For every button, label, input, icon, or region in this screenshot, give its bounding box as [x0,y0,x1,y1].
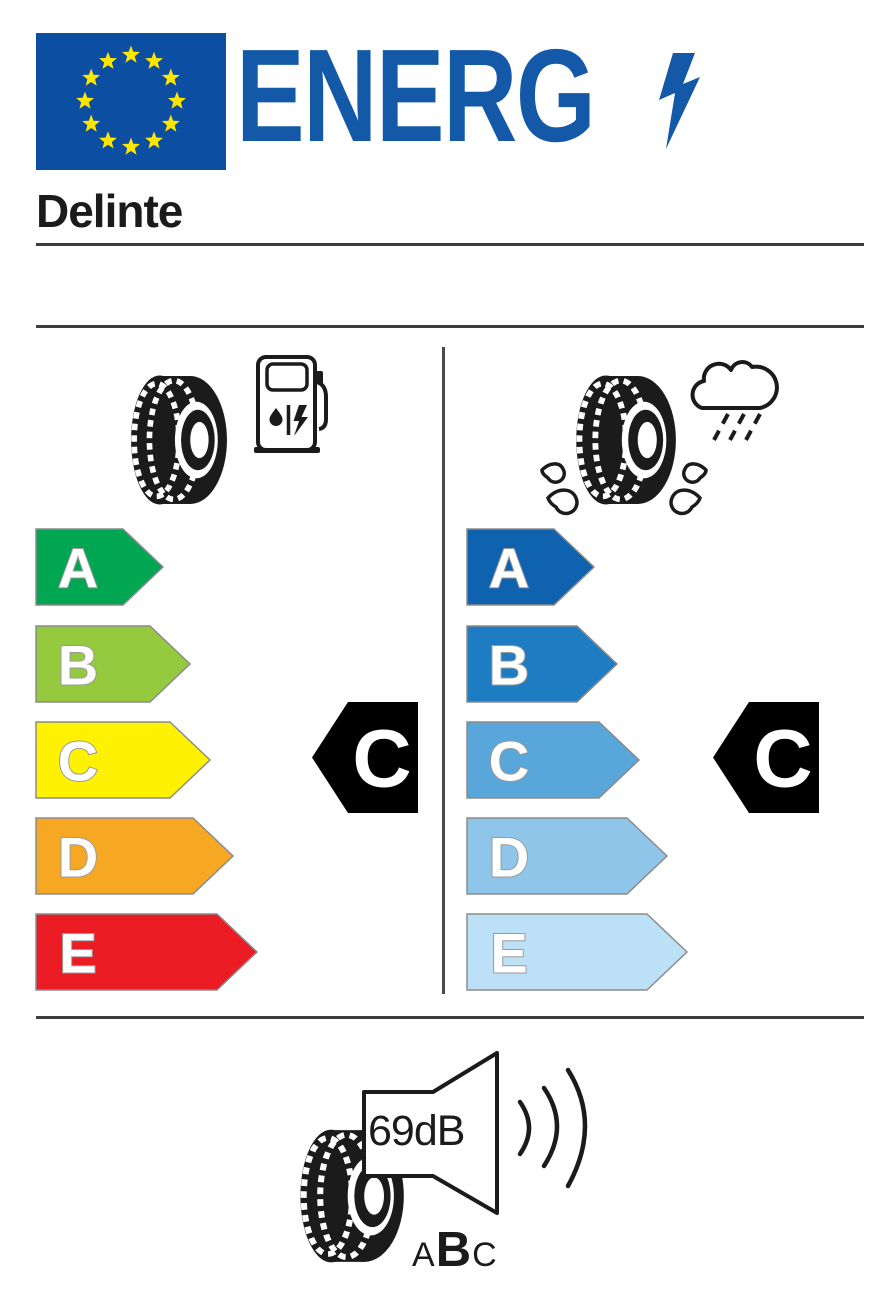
noise-class-b: B [435,1223,472,1277]
rule-bottom [36,1016,864,1019]
splash-icon [534,456,714,516]
section-divider [442,347,445,994]
noise-db-value: 69dB [368,1107,465,1155]
svg-text:C: C [352,713,412,805]
noise-class-letters [412,1222,497,1278]
fuel-class-arrow-c [36,721,211,799]
fuel-rating-pointer [312,702,418,813]
wet-class-arrow-e [467,913,688,991]
wet-class-arrow-a [467,528,595,606]
wet-class-arrow-c [467,721,640,799]
svg-text:B: B [488,633,530,697]
eu-flag [36,33,226,170]
sound-waves-icon [508,1062,588,1194]
rain-cloud-icon [682,348,778,440]
brand-name: Delinte [36,185,183,237]
fuel-class-arrow-e [36,913,258,991]
svg-text:C: C [488,729,530,793]
rule-middle [36,325,864,328]
svg-text:A: A [57,536,99,600]
noise-class-c: C [472,1236,497,1274]
fuel-class-arrow-d [36,817,234,895]
svg-text:E: E [490,921,528,985]
fuel-pump-icon [250,352,326,452]
svg-text:E: E [59,921,97,985]
svg-text:D: D [488,825,530,889]
svg-text:A: A [488,536,530,600]
svg-text:D: D [57,825,99,889]
lightning-bolt-icon [658,53,700,149]
noise-class-a: A [412,1236,435,1274]
svg-text:C: C [57,729,99,793]
wet-class-arrow-b [467,625,618,703]
fuel-class-arrow-b [36,625,191,703]
wet-rating-pointer [713,702,819,813]
svg-text:B: B [57,633,99,697]
wet-class-arrow-d [467,817,668,895]
fuel-tire-icon [127,372,229,508]
energy-logo-text: ENERG [236,22,595,169]
fuel-class-arrow-a [36,528,164,606]
svg-text:C: C [753,713,813,805]
rule-top [36,243,864,246]
